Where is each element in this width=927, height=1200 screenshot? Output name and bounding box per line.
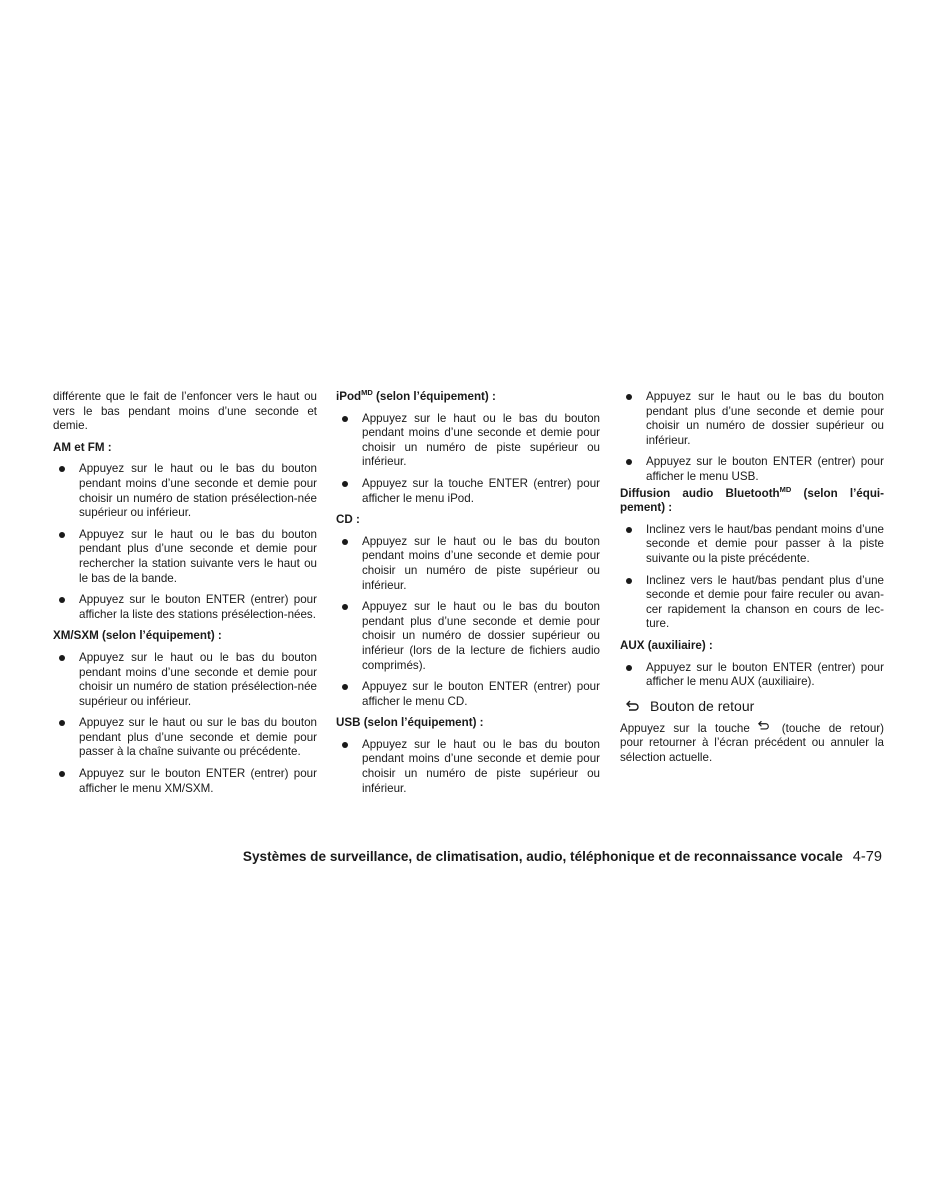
list-item <box>336 535 600 593</box>
heading-text: (selon l’équi-pement) : <box>620 486 884 515</box>
list-item <box>53 767 317 796</box>
bullet-icon <box>626 527 632 533</box>
list-usb-continued <box>620 390 884 485</box>
bullet-icon <box>626 459 632 465</box>
heading-xm-sxm: XM/SXM (selon l’équipement) : <box>53 629 222 643</box>
list-item-text: Appuyez sur le haut ou le bas du bouton pendant plus d’une seconde et demie pour rechercher la station suivante vers le haut ou le bas de la bande. <box>79 527 317 585</box>
back-arrow-icon <box>758 720 770 731</box>
list-item-text: Appuyez sur le bouton ENTER (entrer) pour afficher le menu XM/SXM. <box>79 767 317 795</box>
list-xm-sxm <box>53 651 317 796</box>
trademark-sup: MD <box>779 484 792 494</box>
back-arrow-icon <box>626 700 640 712</box>
list-cd <box>336 535 600 710</box>
heading-text: iPod <box>336 390 362 403</box>
column-1 <box>53 390 317 803</box>
list-item <box>336 738 600 796</box>
section-am-fm <box>53 441 317 623</box>
list-item <box>53 462 317 520</box>
bullet-icon <box>59 532 65 538</box>
heading-am-fm: AM et FM : <box>53 440 112 454</box>
page-footer <box>0 849 882 865</box>
back-text-before: Appuyez sur la touche <box>620 721 750 735</box>
list-item-text: Appuyez sur le haut ou le bas du bouton pendant moins d’une seconde et demie pour choisir un numéro de station présélection-née supérieur ou inférieur. <box>79 650 317 708</box>
heading-text: Diffusion audio Bluetooth <box>620 486 780 500</box>
list-item-text: Appuyez sur le haut ou le bas du bouton pendant moins d’une seconde et demie pour choisir un numéro de piste supérieur ou inférieur. <box>362 411 600 469</box>
list-item-text: Appuyez sur le haut ou sur le bas du bouton pendant plus d’une seconde et demie pour passer à la chaîne suivante ou précédente. <box>79 716 317 759</box>
section-usb <box>336 716 600 796</box>
list-item-text: Appuyez sur le bouton ENTER (entrer) pour afficher le menu CD. <box>362 680 600 708</box>
list-bluetooth-audio <box>620 523 884 632</box>
intro-text: différente que le fait de l’enfoncer vers le haut ou vers le bas pendant moins d’une seconde et demie. <box>53 390 317 433</box>
heading-aux: AUX (auxiliaire) : <box>620 638 713 652</box>
section-xm-sxm <box>53 629 317 796</box>
list-item <box>336 477 600 506</box>
bullet-icon <box>342 742 348 748</box>
bullet-icon <box>342 416 348 422</box>
list-item <box>620 455 884 484</box>
bullet-icon <box>626 394 632 400</box>
list-item-text: Inclinez vers le haut/bas pendant plus d’une seconde et demie pour faire reculer ou avan-cer rapidement la chanson en cours de lec-ture. <box>646 573 884 631</box>
list-item <box>336 600 600 673</box>
bullet-icon <box>626 665 632 671</box>
back-button-text <box>620 720 884 766</box>
list-item-text: Appuyez sur le haut ou le bas du bouton pendant plus d’une seconde et demie pour choisir un numéro de dossier supérieur ou inférieur. <box>646 390 884 447</box>
list-item <box>620 661 884 690</box>
bullet-icon <box>59 466 65 472</box>
list-item <box>336 680 600 709</box>
list-item <box>53 593 317 622</box>
trademark-sup: MD <box>361 388 373 397</box>
bullet-icon <box>59 597 65 603</box>
column-2 <box>336 390 600 803</box>
list-item-text: Appuyez sur le haut ou le bas du bouton pendant plus d’une seconde et demie pour choisir un numéro de dossier supérieur ou inférieur (lors de la lecture de fichiers audio comprimés). <box>362 600 600 672</box>
list-item <box>620 523 884 567</box>
column-3 <box>620 390 884 772</box>
footer-title: Systèmes de surveillance, de climatisation, audio, téléphonique et de reconnaissance vocale <box>242 849 843 864</box>
list-item-text: Inclinez vers le haut/bas pendant moins d’une seconde et demie pour passer à la piste suivante ou la piste précédente. <box>646 522 884 565</box>
heading-text: (selon l’équipement) : <box>372 390 496 403</box>
heading-bluetooth-audio <box>620 484 884 516</box>
list-item <box>53 528 317 586</box>
list-item-text: Appuyez sur le bouton ENTER (entrer) pour afficher le menu AUX (auxiliaire). <box>646 660 884 689</box>
list-ipod <box>336 412 600 507</box>
bullet-icon <box>342 539 348 545</box>
list-item <box>53 716 317 760</box>
list-aux <box>620 661 884 690</box>
back-button-subheading <box>620 697 884 715</box>
list-item-text: Appuyez sur le bouton ENTER (entrer) pour afficher le menu USB. <box>646 455 884 483</box>
list-usb <box>336 738 600 796</box>
heading-cd: CD : <box>336 513 360 527</box>
bullet-icon <box>59 720 65 726</box>
list-item-text: Appuyez sur le haut ou le bas du bouton pendant moins d’une seconde et demie pour choisir un numéro de station présélection-née supérieur ou inférieur. <box>79 462 317 520</box>
section-cd <box>336 513 600 709</box>
section-ipod <box>336 390 600 506</box>
bullet-icon <box>626 578 632 584</box>
bullet-icon <box>342 684 348 690</box>
list-item-text: Appuyez sur la touche ENTER (entrer) pour afficher le menu iPod. <box>362 476 600 505</box>
list-item <box>336 412 600 470</box>
list-item <box>620 390 884 448</box>
list-item <box>53 651 317 709</box>
back-text-after: (touche de retour) pour retourner à l’écran précédent ou annuler la sélection actuelle. <box>620 721 884 764</box>
list-item-text: Appuyez sur le haut ou le bas du bouton pendant moins d’une seconde et demie pour choisir un numéro de piste supérieur ou inférieur. <box>362 534 600 592</box>
bullet-icon <box>59 771 65 777</box>
list-item-text: Appuyez sur le bouton ENTER (entrer) pour afficher la liste des stations présélection-nées. <box>79 593 317 621</box>
list-item-text: Appuyez sur le haut ou le bas du bouton pendant moins d’une seconde et demie pour choisir un numéro de piste supérieur ou inférieur. <box>362 737 600 795</box>
page-number: 4-79 <box>852 849 882 865</box>
heading-usb: USB (selon l’équipement) : <box>336 716 484 730</box>
bullet-icon <box>342 604 348 610</box>
section-bluetooth-audio <box>620 484 884 632</box>
section-aux <box>620 639 884 690</box>
list-am-fm <box>53 462 317 622</box>
bullet-icon <box>342 481 348 487</box>
bullet-icon <box>59 655 65 661</box>
list-item <box>620 574 884 632</box>
back-button-title: Bouton de retour <box>650 697 755 714</box>
heading-ipod <box>336 390 600 405</box>
